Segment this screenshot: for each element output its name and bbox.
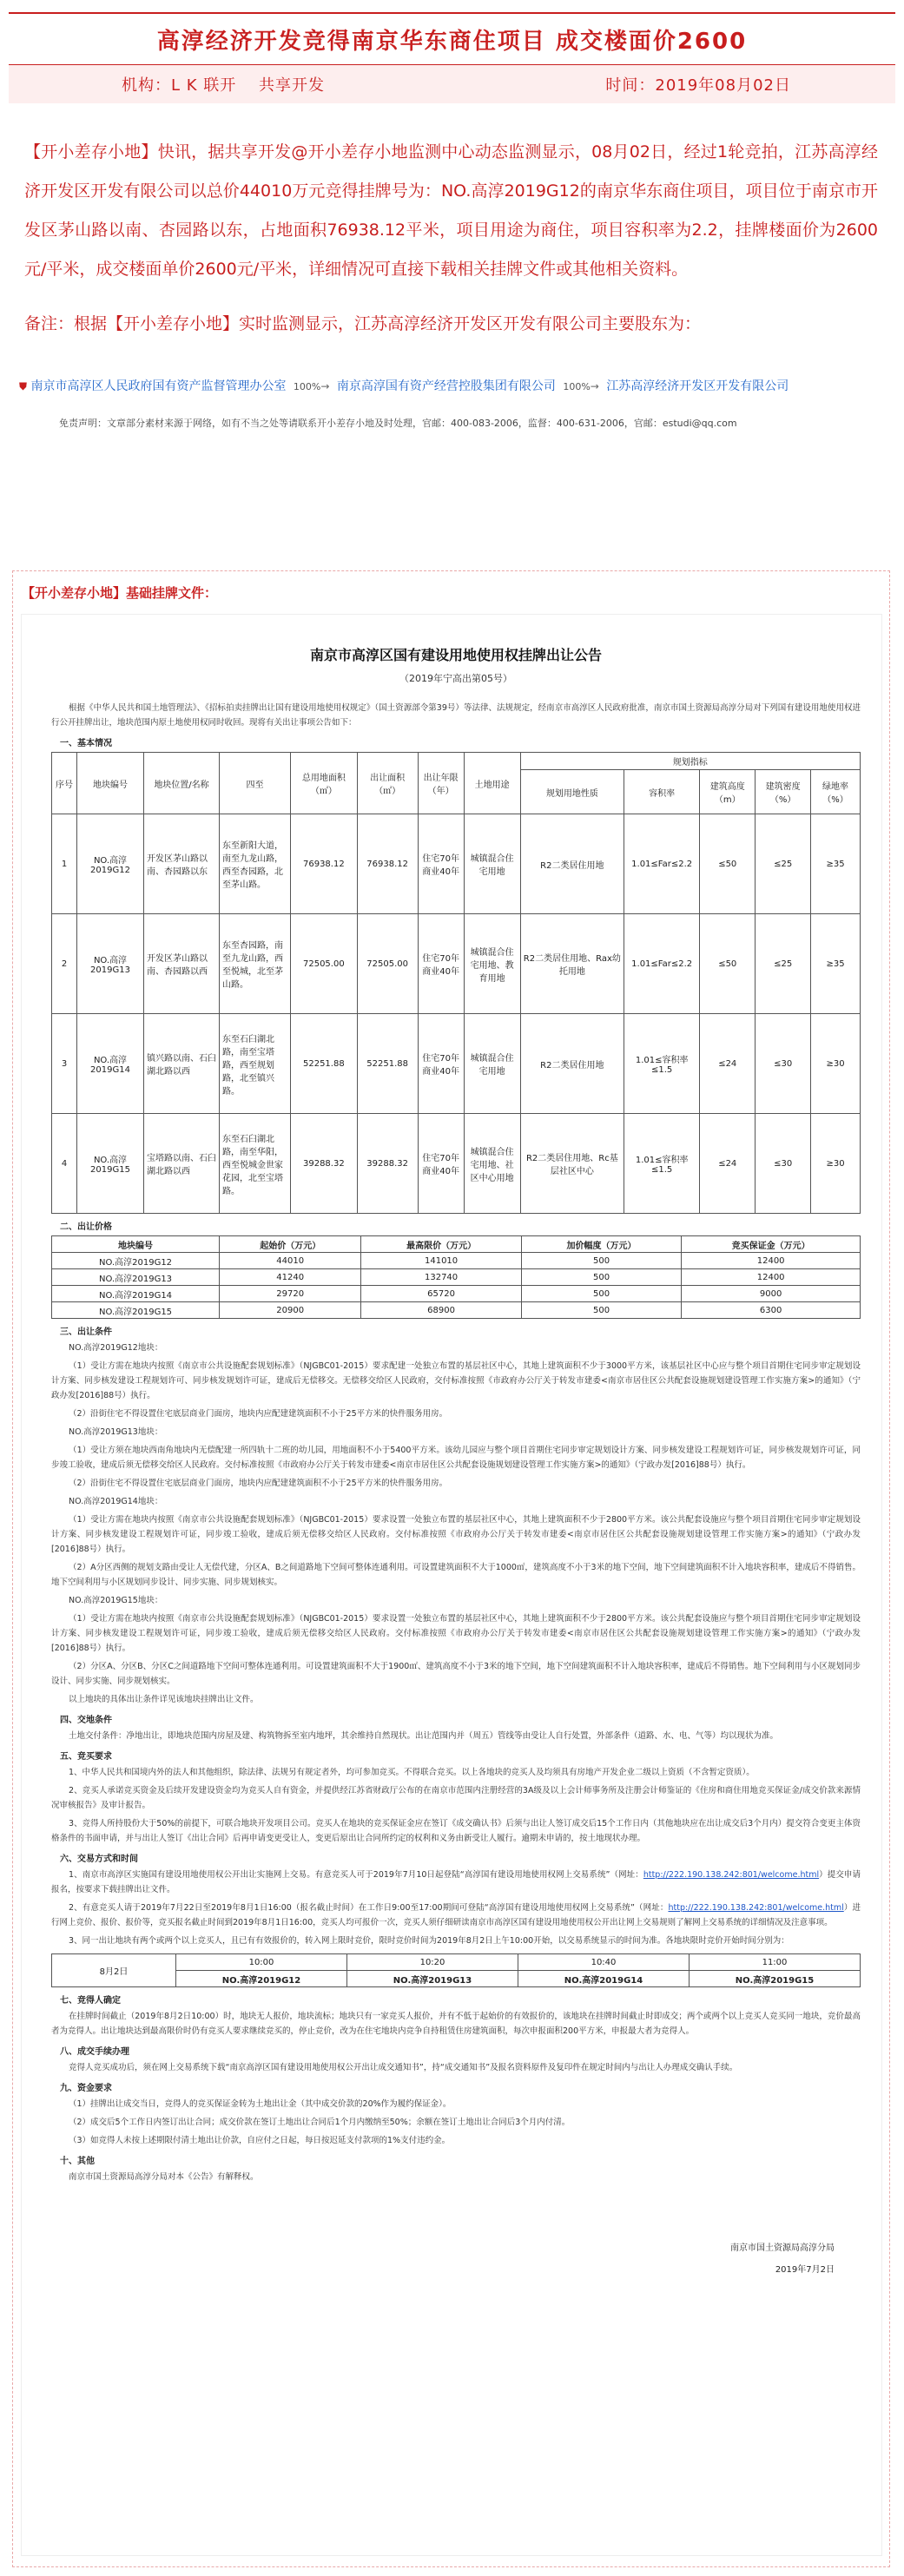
delivery-paragraph: 土地交付条件：净地出让，即地块范围内房屋及建、构筑物拆至室内地坪，其余维持自然现状。出让范围内并（周五）管线等由受让人自行处置，外部条件（道路、水、电、气等）均以现状为准。 — [69, 1731, 779, 1741]
schedule-time: 10:00 — [176, 1954, 347, 1971]
schedule-time: 10:40 — [518, 1954, 690, 1971]
parcel-cell: 城镇混合住宅用地、社区中心用地 — [464, 1114, 520, 1214]
parcel-cell: NO.高淳2019G14 — [77, 1014, 144, 1114]
parcel-cell: ≤30 — [756, 1014, 811, 1114]
col-header: 容积率 — [624, 770, 700, 814]
parcel-cell: 52251.88 — [291, 1014, 358, 1114]
price-cell: 12400 — [682, 1269, 861, 1286]
section-heading: 五、竞买要求 — [60, 1752, 112, 1762]
parcel-cell: ≤25 — [756, 914, 811, 1014]
requirement-paragraph: 3、竞得人所持股份大于50%的前提下，可联合地块开发项目公司。竞买人在地块的竞买保证金应在签订《成交确认书》后须与出让人签订成交后15个工作日内（其他地块应在出让成交后3个月内）提交符合变更主体资格条件的书面申请，并与出让人签订《出让合同》后再申请变更受让人，变更后原出让合同所约定的权利和义务由新受让人履行。逾期未申请的，按土地现状办理。 — [51, 1819, 861, 1843]
section-heading: 二、出让价格 — [60, 1222, 112, 1232]
parcel-info-table — [51, 752, 861, 1214]
parcel-cell: 76938.12 — [357, 814, 418, 914]
parcel-cell: NO.高淳2019G15 — [77, 1114, 144, 1214]
schedule-lot: NO.高淳2019G12 — [176, 1971, 347, 1987]
trade-paragraph: 1、南京市高淳区实施国有建设用地使用权公开出让实施网上交易。有意竞买人可于2019年7月10日起登陆“高淳国有建设用地使用权网上交易系统”（网址：http://222.190.138.242:801/welcome.html）提交申请报名，按要求下载挂牌出让文件。 — [51, 1870, 861, 1894]
parcel-cell: 76938.12 — [291, 814, 358, 914]
fund-paragraph: （3）如竞得人未按上述期限付清土地出让价款，自应付之日起，每日按迟延支付款项的1%支付违约金。 — [69, 2136, 451, 2145]
parcel-row — [52, 914, 861, 1014]
condition-paragraph: （2）沿街住宅不得设置住宅底层商业门面房，地块内应配建建筑面积不小于25平方米的快件服务用房。 — [69, 1409, 448, 1419]
parcel-cell: R2二类居住用地、Rax幼托用地 — [520, 914, 624, 1014]
parcel-row — [52, 814, 861, 914]
parcel-cell: 镇兴路以南、石臼湖北路以西 — [144, 1014, 220, 1114]
parcel-cell: 住宅70年商业40年 — [418, 1114, 464, 1214]
parcel-cell: 39288.32 — [291, 1114, 358, 1214]
schedule-lot: NO.高淳2019G13 — [347, 1971, 518, 1987]
col-header: 出让面积（㎡） — [357, 753, 418, 814]
parcel-cell: 宝塔路以南、石臼湖北路以西 — [144, 1114, 220, 1214]
arrow-icon: 100%→ — [293, 380, 330, 392]
system-link[interactable]: http://222.190.138.242:801/welcome.html — [643, 1870, 820, 1880]
col-header: 建筑密度（%） — [756, 770, 811, 814]
condition-paragraph: NO.高淳2019G12地块： — [69, 1343, 163, 1353]
fund-paragraph: （2）成交后5个工作日内签订出让合同；成交价款在签订土地出让合同后1个月内缴纳至50%；余额在签订土地出让合同后3个月内付清。 — [69, 2118, 571, 2127]
condition-paragraph: NO.高淳2019G13地块： — [69, 1427, 163, 1437]
price-row — [52, 1253, 861, 1269]
winner-paragraph: 在挂牌时间截止（2019年8月2日10:00）时，地块无人报价，地块流标；地块只有一家竞买人报价，并有不低于起始价的有效报价的，该地块在挂牌时间截止时即成交；两个或两个以上竞买人竞买同一地块，竞价最高者为竞得人。出让地块达到最高限价时仍有竞买人要求继续竞买的，停止竞价，改为在住宅地块内竞争自持租赁住房建筑面积，每次申报面积200平方米，申报最大者为竞得人。 — [51, 2012, 861, 2036]
section-heading: 六、交易方式和时间 — [60, 1855, 138, 1864]
share-pct-1: 100% — [293, 381, 321, 392]
schedule-time: 11:00 — [690, 1954, 861, 1971]
col-header: 起始价（万元） — [220, 1236, 361, 1253]
schedule-date: 8月2日 — [52, 1954, 176, 1987]
intro-paragraph: 根据《中华人民共和国土地管理法》、《招标拍卖挂牌出让国有建设用地使用权规定》（国土资源部令第39号）等法律、法规规定，经南京市高淳区人民政府批准，南京市国土资源局高淳分局对下列国有建设用地使用权进行公开挂牌出让，地块范围内原土地使用权同时收回。现将有关出让事项公告如下： — [51, 703, 861, 728]
col-header: 最高限价（万元） — [361, 1236, 521, 1253]
parcel-cell: 开发区茅山路以南、杏园路以东 — [144, 814, 220, 914]
price-cell: 500 — [521, 1269, 681, 1286]
price-cell: 41240 — [220, 1269, 361, 1286]
disclaimer: 免责声明：文章部分素材来源于网络，如有不当之处等请联系开小差存小地及时处理，官邮：400-083-2006，监督：400-631-2006，官邮：estudi@qq.com — [59, 418, 737, 429]
requirement-paragraph: 2、竞买人承诺竞买资金及后续开发建设资金均为竞买人自有资金，并提供经江苏省财政厅公布的在南京市范围内注册经营的3A级及以上会计师事务所及注册会计师鉴证的《住房和商住用地竞买保证金/成交价款来源情况审核报告》及审计报告。 — [51, 1786, 861, 1810]
parcel-cell: ≥30 — [811, 1014, 861, 1114]
parcel-cell: 城镇混合住宅用地、教育用地 — [464, 914, 520, 1014]
schedule-lot: NO.高淳2019G15 — [690, 1971, 861, 1987]
price-cell: NO.高淳2019G15 — [52, 1302, 220, 1319]
price-cell: 29720 — [220, 1286, 361, 1302]
condition-paragraph: （2）A分区西侧的规划支路由受让人无偿代建，分区A、B之间道路地下空间可整体连通利用。可设置建筑面积不大于1000㎡，建筑高度不小于3米的地下空间，地下空间建筑面积不计入地块容积率，建成后不得销售。地下空间利用与小区规划同步设计、同步实施、同步规划核实。 — [51, 1563, 861, 1587]
price-cell: 68900 — [361, 1302, 521, 1319]
document-frame — [12, 570, 890, 2567]
price-cell: 141010 — [361, 1253, 521, 1269]
ownership-chain — [19, 374, 885, 399]
section-heading: 九、资金要求 — [60, 2084, 112, 2093]
parcel-cell: 1 — [52, 814, 77, 914]
parcel-cell: 1.01≤容积率≤1.5 — [624, 1114, 700, 1214]
parcel-cell: ≥35 — [811, 814, 861, 914]
parcel-cell: 1.01≤Far≤2.2 — [624, 814, 700, 914]
price-cell: NO.高淳2019G12 — [52, 1253, 220, 1269]
col-header: 地块编号 — [52, 1236, 220, 1253]
col-header: 加价幅度（万元） — [521, 1236, 681, 1253]
parcel-row — [52, 1014, 861, 1114]
price-cell: 12400 — [682, 1253, 861, 1269]
shareholder-link-1[interactable]: 南京市高淳区人民政府国有资产监督管理办公室 — [30, 379, 287, 393]
col-header: 总用地面积（㎡） — [291, 753, 358, 814]
parcel-cell: 72505.00 — [357, 914, 418, 1014]
parcel-cell: 2 — [52, 914, 77, 1014]
parcel-cell: R2二类居住用地 — [520, 814, 624, 914]
fund-paragraph: （1）挂牌出让成交当日，竞得人的竞买保证金转为土地出让金（其中成交价款的20%作为履约保证金）。 — [69, 2099, 452, 2109]
section-heading: 四、交地条件 — [60, 1716, 112, 1725]
conditions-list — [51, 1341, 861, 1707]
shareholder-link-2[interactable]: 南京高淳国有资产经营控股集团有限公司 — [336, 379, 556, 393]
col-header: 竞买保证金（万元） — [682, 1236, 861, 1253]
parcel-cell: 东至石臼湖北路，南至宝塔路，西至规划路，北至镇兴路。 — [220, 1014, 291, 1114]
meta-row — [9, 65, 895, 103]
price-row — [52, 1286, 861, 1302]
price-cell: 6300 — [682, 1302, 861, 1319]
section-heading: 八、成交手续办理 — [60, 2047, 129, 2057]
page-title: 高淳经济开发竞得南京华东商住项目 成交楼面价2600 — [9, 12, 895, 65]
parcel-cell: 城镇混合住宅用地 — [464, 814, 520, 914]
parcel-cell: 住宅70年商业40年 — [418, 814, 464, 914]
price-cell: 500 — [521, 1286, 681, 1302]
parcel-cell: 72505.00 — [291, 914, 358, 1014]
page — [0, 12, 904, 2576]
arrow-icon: 100%→ — [563, 380, 599, 392]
parcel-cell: ≤50 — [700, 814, 756, 914]
schedule-lot: NO.高淳2019G14 — [518, 1971, 690, 1987]
price-cell: 132740 — [361, 1269, 521, 1286]
price-row — [52, 1302, 861, 1319]
price-cell: 20900 — [220, 1302, 361, 1319]
price-cell: 65720 — [361, 1286, 521, 1302]
parcel-cell: ≤24 — [700, 1014, 756, 1114]
publish-time: 时间：2019年08月02日 — [605, 76, 791, 95]
section-heading: 三、出让条件 — [60, 1328, 112, 1337]
schedule-time: 10:20 — [347, 1954, 518, 1971]
trade-paragraph: 3、同一出让地块有两个或两个以上竞买人，且已有有效报价的，转入网上限时竞价，限时竞价时间为2019年8月2日上午10:00开始，以交易系统显示的时间为准。各地块限时竞价开始时间分别为： — [69, 1936, 789, 1946]
other-paragraph: 南京市国土资源局高淳分局对本《公告》有解释权。 — [69, 2172, 259, 2182]
deal-paragraph: 竞得人竞买成功后，须在网上交易系统下载“南京高淳区国有建设用地使用权公开出让成交通知书”，持“成交通知书”及报名资料原件及复印件在规定时间内与出让人办理成交确认手续。 — [69, 2063, 738, 2072]
parcel-cell: ≥30 — [811, 1114, 861, 1214]
condition-paragraph: （2）分区A、分区B、分区C之间道路地下空间可整体连通利用。可设置建筑面积不大于1900㎡、建筑高度不小于3米的地下空间，地下空间建筑面积不计入地块容积率，建成后不得销售。地下空间利用与小区规划同步设计、同步实施、同步规划核实。 — [51, 1662, 861, 1686]
parcel-cell: ≤25 — [756, 814, 811, 914]
announcement-sheet — [22, 615, 881, 2555]
condition-paragraph: NO.高淳2019G14地块： — [69, 1497, 163, 1506]
col-header: 出让年限（年） — [418, 753, 464, 814]
document-frame-title: 【开小差存小地】基础挂牌文件： — [22, 585, 218, 601]
condition-paragraph: （1）受让方需在地块内按照《南京市公共设施配套规划标准》（NJGBC01-2015）要求配建一处独立布置的基层社区中心，其地上建筑面积不少于3000平方米，该基层社区中心应与整个项目首期住宅同步审定规划设计方案、同步核发建设工程规划许可、同步核发规划许可证，建成后无偿移交。无偿移交给区人民政府，交付标准按照《市政府办公厅关于转发市建委<南京市居住区公共配套设施规划建设管理工作实施方案>的通知》（宁政办发[2016]88号）执行。 — [51, 1361, 861, 1400]
section-heading: 一、基本情况 — [60, 739, 112, 748]
condition-paragraph: （1）受让方须在地块西南角地块内无偿配建一所四轨十二班的幼儿园，用地面积不小于5400平方米。该幼儿园应与整个项目首期住宅同步审定规划设计方案、同步核发建设工程规划许可证，同步核发规划许可证，同步竣工验收，建成后须无偿移交给区人民政府。交付标准按照《市政府办公厅关于转发市建委<南京市居住区公共配套设施规划建设管理工作实施方案>的通知》（宁政办发[2016]88号）执行。 — [51, 1446, 861, 1470]
col-group-header: 规划指标 — [520, 753, 860, 770]
col-header: 绿地率（%） — [811, 770, 861, 814]
parcel-cell: 住宅70年商业40年 — [418, 1014, 464, 1114]
col-header: 土地用途 — [464, 753, 520, 814]
parcel-cell: 东至石臼湖北路，南至华阳，西至悦城金世家花园，北至宝塔路。 — [220, 1114, 291, 1214]
price-table — [51, 1235, 861, 1319]
price-cell: 9000 — [682, 1286, 861, 1302]
condition-paragraph: （1）受让方需在地块内按照《南京市公共设施配套规划标准》（NJGBC01-2015）要求设置一处独立布置的基层社区中心，其地上建筑面积不少于2800平方米。该公共配套设施应与整个项目首期住宅同步审定规划设计方案、同步核发建设工程规划许可证，同步竣工验收，建成后须无偿移交给区人民政府。交付标准按照《市政府办公厅关于转发市建委<南京市居住区公共配套设施规划建设管理工作实施方案>的通知》（宁政办发[2016]88号）执行。 — [51, 1614, 861, 1653]
trade-paragraph: 2、有意竞买人请于2019年7月22日至2019年8月1日16:00（报名截止时间）在工作日9:00至17:00期间可登陆“高淳国有建设用地使用权网上交易系统”（网址：http://222.190.138.242:801/welcome.html）进行网上竞价、报价、报价等，竞买报名截止时间到2019年8月1日16:00，竞买人均可报价一次，竞买人须仔细研读南京市高淳区国有建设用地使用权公开出让网上交易规则了解网上交易系统的详细情况及注意事项。 — [51, 1903, 861, 1927]
price-cell: 500 — [521, 1302, 681, 1319]
parcel-cell: 39288.32 — [357, 1114, 418, 1214]
shareholder-note: 备注：根据【开小差存小地】实时监测显示，江苏高淳经济开发区开发有限公司主要股东为： — [24, 314, 702, 333]
org-label: 机构：L K 联开 共享开发 — [122, 76, 325, 95]
parcel-cell: ≤30 — [756, 1114, 811, 1214]
auction-schedule-table — [51, 1953, 861, 1987]
issue-date: 2019年7月2日 — [775, 2265, 835, 2275]
issuer-signature: 南京市国土资源局高淳分局 — [730, 2243, 835, 2253]
section-heading: 七、竞得人确定 — [60, 1996, 121, 2006]
price-cell: NO.高淳2019G13 — [52, 1269, 220, 1286]
shield-icon: ⛊ — [19, 380, 28, 392]
parcel-cell: ≤50 — [700, 914, 756, 1014]
system-link[interactable]: http://222.190.138.242:801/welcome.html — [668, 1903, 844, 1913]
col-header: 规划用地性质 — [520, 770, 624, 814]
parcel-cell: 1.01≤Far≤2.2 — [624, 914, 700, 1014]
price-cell: NO.高淳2019G14 — [52, 1286, 220, 1302]
news-body: 【开小差存小地】快讯，据共享开发@开小差存小地监测中心动态监测显示，08月02日，经过1轮竞拍，江苏高淳经济开发区开发有限公司以总价44010万元竞得挂牌号为：NO.高淳2019G12的南京华东商住项目，项目位于南京市开发区茅山路以南、杏园路以东，占地面积76938.12平米，项目用途为商住，项目容积率为2.2，挂牌楼面价为2600元/平米，成交楼面单价2600元/平米，详细情况可直接下载相关挂牌文件或其他相关资料。 — [24, 142, 878, 279]
parcel-cell: 3 — [52, 1014, 77, 1114]
condition-paragraph: NO.高淳2019G15地块： — [69, 1596, 163, 1605]
share-pct-2: 100% — [563, 381, 591, 392]
parcel-cell: 4 — [52, 1114, 77, 1214]
parcel-cell: 城镇混合住宅用地 — [464, 1014, 520, 1114]
parcel-cell: ≤24 — [700, 1114, 756, 1214]
parcel-cell: ≥35 — [811, 914, 861, 1014]
parcel-cell: 52251.88 — [357, 1014, 418, 1114]
col-header: 地块编号 — [77, 753, 144, 814]
announcement-title: 南京市高淳区国有建设用地使用权挂牌出让公告 — [309, 647, 602, 663]
col-header: 建筑高度（m） — [700, 770, 756, 814]
parcel-row — [52, 1114, 861, 1214]
section-heading: 十、其他 — [60, 2157, 95, 2166]
parcel-cell: 住宅70年商业40年 — [418, 914, 464, 1014]
parcel-cell: 东至新阳大道，南至九龙山路，西至杏园路，北至茅山路。 — [220, 814, 291, 914]
condition-paragraph: 以上地块的具体出让条件详见该地块挂牌出让文件。 — [69, 1695, 259, 1704]
parcel-cell: R2二类居住用地、Rc基层社区中心 — [520, 1114, 624, 1214]
price-row — [52, 1269, 861, 1286]
parcel-cell: NO.高淳2019G12 — [77, 814, 144, 914]
requirement-paragraph: 1、中华人民共和国境内外的法人和其他组织，除法律、法规另有规定者外，均可参加竞买。不得联合竞买。以上各地块的竞买人及均须具有房地产开发企业二级以上资质（不含暂定资质）。 — [69, 1768, 755, 1777]
price-cell: 500 — [521, 1253, 681, 1269]
parcel-cell: NO.高淳2019G13 — [77, 914, 144, 1014]
col-header: 地块位置/名称 — [144, 753, 220, 814]
col-header: 四至 — [220, 753, 291, 814]
parcel-cell: 开发区茅山路以南、杏园路以西 — [144, 914, 220, 1014]
announcement-number: （2019年宁高出第05号） — [399, 673, 512, 684]
parcel-cell: R2二类居住用地 — [520, 1014, 624, 1114]
price-cell: 44010 — [220, 1253, 361, 1269]
company-link[interactable]: 江苏高淳经济开发区开发有限公司 — [606, 379, 789, 393]
condition-paragraph: （1）受让方需在地块内按照《南京市公共设施配套规划标准》（NJGBC01-2015）要求设置一处独立布置的基层社区中心，其地上建筑面积不少于2800平方米。该公共配套设施应与整个项目首期住宅同步审定规划设计方案、同步核发建设工程规划许可证，同步竣工验收，建成后须无偿移交给区人民政府。交付标准按照《市政府办公厅关于转发市建委<南京市居住区公共配套设施规划建设管理工作实施方案>的通知》（宁政办发[2016]88号）执行。 — [51, 1515, 861, 1554]
condition-paragraph: （2）沿街住宅不得设置住宅底层商业门面房，地块内应配建建筑面积不小于25平方米的快件服务用房。 — [69, 1479, 448, 1488]
parcel-cell: 东至杏园路，南至九龙山路，西至悦城，北至茅山路。 — [220, 914, 291, 1014]
col-header: 序号 — [52, 753, 77, 814]
parcel-cell: 1.01≤容积率≤1.5 — [624, 1014, 700, 1114]
